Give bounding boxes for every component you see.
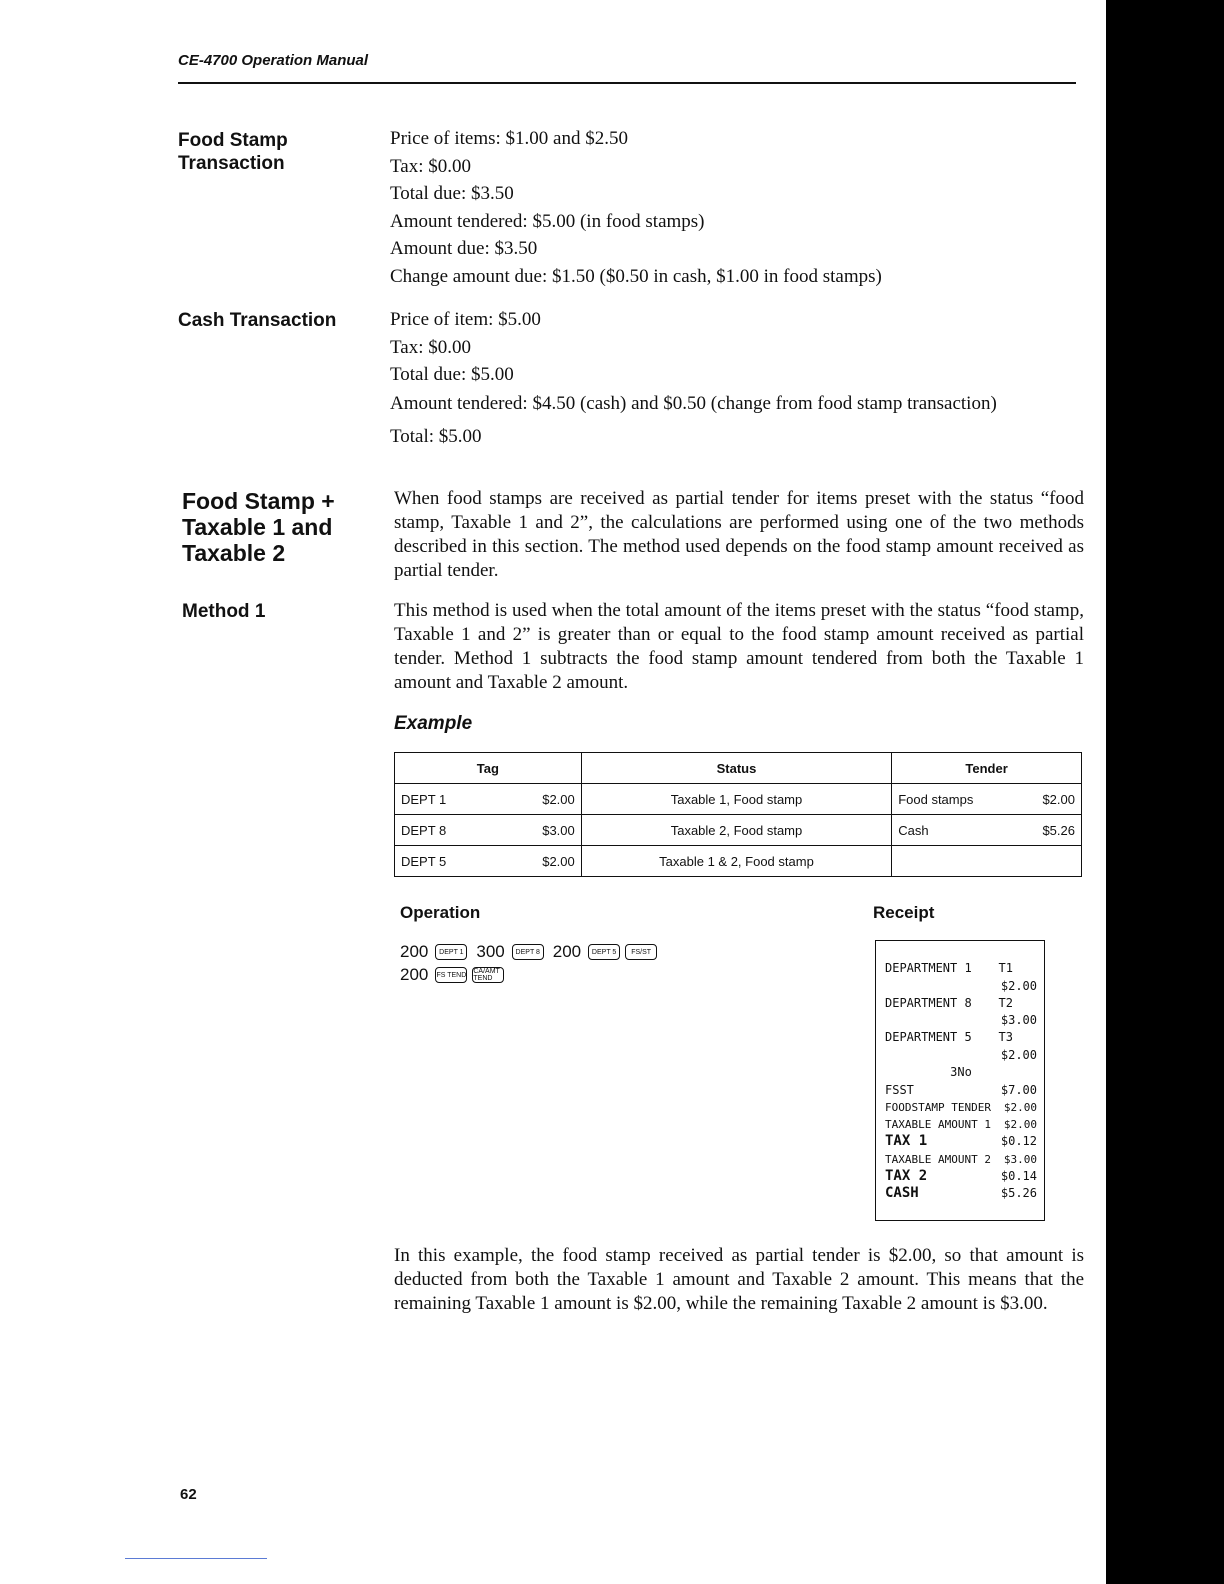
amount-cell: $2.00	[542, 853, 575, 869]
dept-cell: DEPT 8	[401, 822, 447, 838]
receipt	[875, 940, 1045, 1221]
detail-line: Total due: $5.00	[390, 364, 514, 385]
receipt-line: DEPARTMENT 5 T3	[885, 1030, 1013, 1044]
receipt-line: CASH $5.26	[885, 1185, 1037, 1201]
receipt-line: DEPARTMENT 1 T1	[885, 961, 1013, 975]
table-header-row	[395, 753, 1082, 784]
status-cell: Taxable 1 & 2, Food stamp	[581, 846, 891, 877]
dept-5-key[interactable]: DEPT 5	[588, 944, 620, 960]
operation-title: Operation	[400, 903, 481, 922]
receipt-line: TAXABLE AMOUNT 2 $3.00	[885, 1153, 1037, 1166]
dept-1-key[interactable]: DEPT 1	[435, 944, 467, 960]
operation-row-1	[400, 942, 657, 962]
tender-amount-cell: $5.26	[1042, 822, 1075, 838]
ca-amt-tend-key[interactable]: CA/AMT TEND	[472, 967, 504, 983]
receipt-line: DEPARTMENT 8 T2	[885, 996, 1013, 1010]
dept-cell: DEPT 5	[401, 853, 447, 869]
receipt-title: Receipt	[873, 903, 935, 922]
detail-line: Amount tendered: $4.50 (cash) and $0.50 (change from food stamp transaction)	[390, 392, 997, 414]
dept-cell: DEPT 1	[401, 791, 447, 807]
receipt-line: $2.00	[1000, 979, 1037, 993]
entry-amount: 300	[476, 942, 505, 961]
food-stamp-details	[390, 125, 882, 290]
example-table	[394, 752, 1082, 877]
detail-line: Total due: $3.50	[390, 183, 514, 204]
receipt-line: TAXABLE AMOUNT 1 $2.00	[885, 1118, 1037, 1131]
table-row	[395, 846, 1082, 877]
entry-amount: 200	[552, 942, 582, 961]
amount-cell: $3.00	[542, 822, 575, 838]
detail-line: Change amount due: $1.50 ($0.50 in cash, $1.00 in food stamps)	[390, 265, 882, 287]
fs-subtotal-key[interactable]: FS/ST	[625, 944, 657, 960]
receipt-line: FOODSTAMP TENDER $2.00	[885, 1101, 1037, 1114]
method1-paragraph: This method is used when the total amount of the items preset with the status “food stamp, Taxable 1 and 2” is greater than or equal to the food stamp amount received as partial tender. Method 1 subtracts the food stamp amount tendered from both the Taxable 1 amount and Taxable 2 amount.	[394, 600, 1084, 693]
tender-amount-cell: $2.00	[1042, 791, 1075, 807]
receipt-line: FSST $7.00	[885, 1083, 1037, 1097]
status-cell: Taxable 2, Food stamp	[581, 815, 891, 846]
detail-line: Amount due: $3.50	[390, 238, 538, 259]
column-header: Tender	[892, 753, 1082, 784]
scan-edge-bar	[1106, 0, 1224, 1584]
cash-details	[390, 306, 1010, 451]
example-title: Example	[394, 713, 473, 734]
detail-line: Price of item: $5.00	[390, 309, 541, 330]
detail-line: Tax: $0.00	[390, 336, 471, 358]
receipt-line: TAX 1 $0.12	[885, 1133, 1037, 1149]
fs-tend-key[interactable]: FS TEND	[435, 967, 467, 983]
closing-paragraph: In this example, the food stamp received as partial tender is $2.00, so that amount is deducted from both the Taxable 1 amount and Taxable 2 amount. This means that the remaining Taxable 1 amount is $2.00, while the remaining Taxable 2 amount is $3.00.	[394, 1245, 1084, 1314]
operation-row-2	[400, 965, 504, 985]
page-number: 62	[180, 1486, 197, 1503]
method1-heading: Method 1	[182, 601, 266, 622]
status-cell: Taxable 1, Food stamp	[581, 784, 891, 815]
receipt-line: TAX 2 $0.14	[885, 1168, 1037, 1184]
entry-amount: 200	[400, 965, 429, 984]
detail-line: Amount tendered: $5.00 (in food stamps)	[390, 210, 705, 232]
header-divider	[178, 82, 1076, 84]
dept-8-key[interactable]: DEPT 8	[512, 944, 544, 960]
column-header: Tag	[395, 753, 582, 784]
receipt-line: $3.00	[1000, 1013, 1037, 1027]
tender-type-cell: Food stamps	[898, 791, 974, 807]
receipt-line: 3No	[950, 1065, 972, 1079]
table-row	[395, 815, 1082, 846]
detail-line: Total: $5.00	[390, 426, 482, 447]
cash-transaction-label: Cash Transaction	[178, 310, 337, 331]
amount-cell: $2.00	[542, 791, 575, 807]
column-header: Status	[581, 753, 891, 784]
food-stamp-label: Food Stamp Transaction	[178, 130, 288, 174]
tender-type-cell: Cash	[898, 822, 929, 838]
detail-line: Tax: $0.00	[390, 155, 471, 177]
footer-rule	[125, 1558, 267, 1559]
receipt-line: $2.00	[1000, 1048, 1037, 1062]
page-header: CE-4700 Operation Manual	[178, 52, 369, 69]
fs-taxable-heading: Food Stamp + Taxable 1 and Taxable 2	[182, 488, 335, 566]
detail-line: Price of items: $1.00 and $2.50	[390, 128, 628, 149]
entry-amount: 200	[400, 942, 429, 961]
table-row	[395, 784, 1082, 815]
fs-taxable-paragraph: When food stamps are received as partial tender for items preset with the status “food stamp, Taxable 1 and 2”, the calculations are performed using one of the two methods described in this section. The method used depends on the food stamp amount received as partial tender.	[394, 488, 1084, 581]
